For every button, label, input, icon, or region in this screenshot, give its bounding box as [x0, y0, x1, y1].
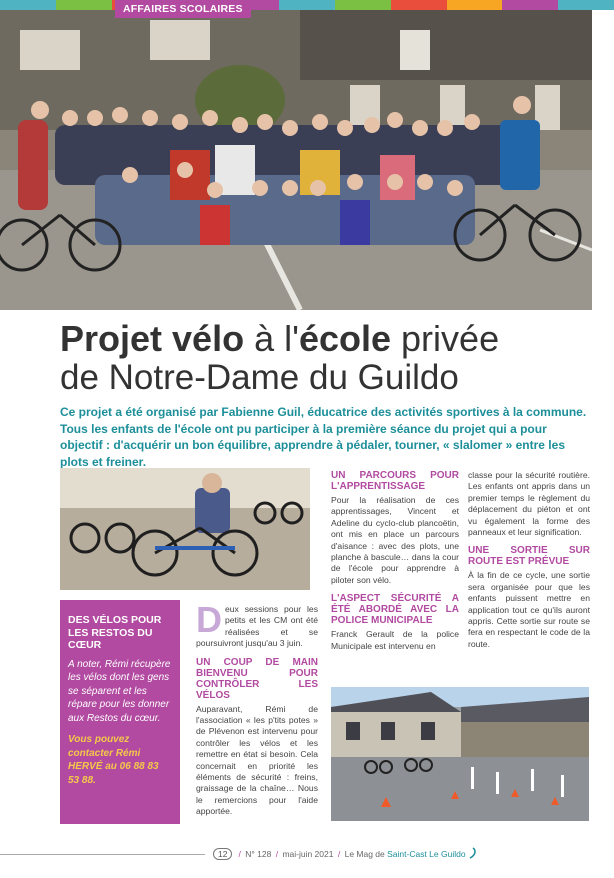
page-number: 12 [213, 848, 232, 860]
color-bar-segment [56, 0, 112, 10]
magazine-brand: Saint-Cast Le Guildo [387, 849, 466, 859]
color-bar-segment [0, 0, 56, 10]
footer-text: 12 / N° 128 / mai-juin 2021 / Le Mag de Saint-Cast Le Guildo [213, 847, 478, 860]
issue-number: N° 128 [245, 849, 272, 859]
issue-date: mai-juin 2021 [282, 849, 334, 859]
intro-text: eux sessions pour les petits et les CM ont été réalisées et se poursuivront jusqu'au 3 juin. [196, 604, 318, 649]
sidebar-title: DES VÉLOS POUR LES RESTOS DU CŒUR [68, 614, 162, 651]
hero-group-photo [0, 10, 592, 310]
lead-paragraph: Ce projet a été organisé par Fabienne Guil, éducatrice des activités sportives à la commune. Tous les enfants de l'école ont pu participer à la première séance du projet qui a pour objectif : d'acquérir un bon équilibre, apprendre à pédaler, tourner, « slalomer » entre les plots et freiner. [60, 405, 587, 469]
subheading-securite: L'ASPECT SÉCURITÉ A ÉTÉ ABORDÉ AVEC LA POLICE MUNICIPALE [331, 593, 459, 627]
color-bar-segment [391, 0, 447, 10]
article-column-1 [196, 599, 318, 825]
wave-icon [468, 847, 478, 859]
paragraph-securite: Franck Gerault de la police Municipale est intervenu en [331, 629, 459, 651]
section-tag: AFFAIRES SCOLAIRES [115, 0, 251, 18]
color-bar-segment [502, 0, 558, 10]
top-color-bar [0, 0, 614, 10]
bikes-repair-photo [60, 468, 310, 590]
paragraph-coup-de-main: Auparavant, Rémi de l'association « les p'tits potes » de Plévenon est intervenu pour contrôler les vélos et les remettre en état si besoin. Cela concernait en priorité les éléments de sécurité : freins, graissage de la chaîne… Nous le remercions pour l'aide apportée. [196, 703, 318, 817]
color-bar-segment [447, 0, 503, 10]
color-bar-segment [279, 0, 335, 10]
subheading-parcours: UN PARCOURS POUR L'APPRENTISSAGE [331, 470, 459, 492]
sidebar-contact: Vous pouvez contacter Rémi HERVÉ au 06 88 83 53 88. [68, 734, 159, 786]
sidebar-text: A noter, Rémi récupère les vélos dont les gens se séparent et les répare pour les donner aux Restos du cœur. [68, 658, 171, 724]
paragraph-securite-continued: classe pour la sécurité routière. Les enfants ont appris dans un premier temps le règlement du déplacement du piéton et ont vu également la forme des panneaux et leur signification. [468, 470, 590, 538]
article-title: Projet vélo à l'école privée [60, 318, 500, 359]
color-bar-segment [558, 0, 614, 10]
subheading-coup-de-main: UN COUP DE MAIN BIENVENU POUR CONTRÔLER LES VÉLOS [196, 656, 318, 701]
paragraph-sortie: À la fin de ce cycle, une sortie sera organisée pour que les enfants puissent mettre en application tout ce qu'ils auront appris. Cette sortie sur route se fera en respectant le code de la route. [468, 570, 590, 649]
article-title-line2: de Notre-Dame du Guildo [60, 358, 459, 397]
page-footer [0, 844, 614, 878]
magazine-name: Le Mag de [344, 849, 388, 859]
drop-cap: D [196, 599, 222, 640]
subheading-sortie: UNE SORTIE SUR ROUTE EST PRÉVUE [468, 545, 590, 568]
color-bar-segment [335, 0, 391, 10]
restos-du-coeur-box [60, 600, 180, 824]
article-column-3 [468, 470, 590, 657]
article-column-2 [331, 470, 459, 659]
paragraph-parcours: Pour la réalisation de ces apprentissages, Vincent et Adeline du cyclo-club plancoëtin, ont mis en place un parcours d'aisance : avec des plots, une planche à bascule… dans la cour de l'école pour apprendre à piloter son vélo. [331, 495, 459, 585]
footer-rule [0, 854, 205, 855]
courtyard-course-photo [331, 687, 589, 821]
